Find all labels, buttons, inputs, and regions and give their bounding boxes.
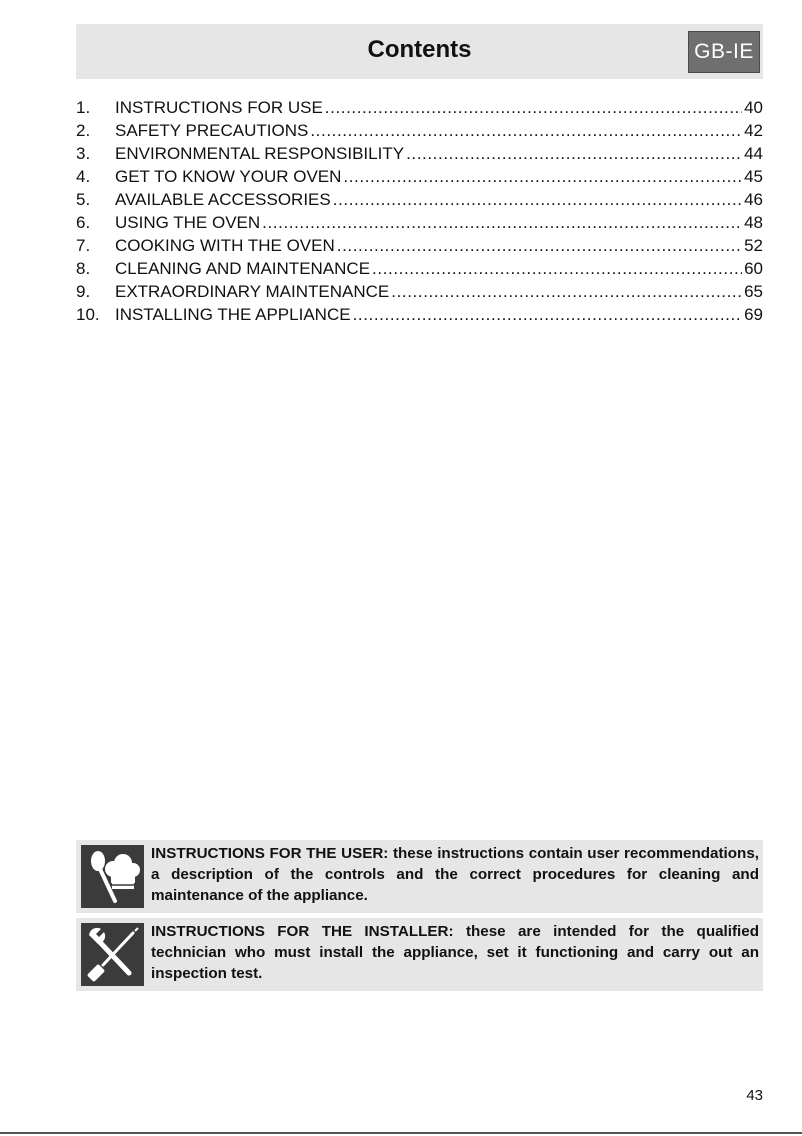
toc-entry-title: SAFETY PRECAUTIONS [115,121,309,140]
toc-entry-title: COOKING WITH THE OVEN [115,236,335,255]
toc-entry-title: CLEANING AND MAINTENANCE [115,259,371,278]
toc-entry-number: 4. [76,167,91,186]
toc-entry-number: 8. [76,259,91,278]
page-title: Contents [367,36,472,63]
toc-entry-number: 5. [76,190,91,209]
toc-entry-number: 7. [76,236,91,255]
page-number: 43 [746,1087,763,1104]
toc-entry-title: ENVIRONMENTAL RESPONSIBILITY [115,144,405,163]
dot-leader [343,165,742,188]
chef-hat-spoon-icon [81,845,144,908]
toc-entry[interactable] [76,280,763,303]
toc-entry-page: 40 [744,98,763,117]
toc-entry[interactable] [76,211,763,234]
toc-entry-page: 46 [744,190,763,209]
contents-header [76,24,763,79]
dot-leader [310,119,742,142]
table-of-contents [76,96,763,326]
toc-entry-number: 1. [76,98,91,117]
dot-leader [262,211,742,234]
toc-entry-page: 65 [744,282,763,301]
toc-entry-page: 52 [744,236,763,255]
toc-entry-title: USING THE OVEN [115,213,261,232]
toc-entry-page: 44 [744,144,763,163]
toc-entry-title: GET TO KNOW YOUR OVEN [115,167,342,186]
toc-entry-number: 3. [76,144,91,163]
toc-entry[interactable] [76,234,763,257]
dot-leader [337,234,742,257]
toc-entry-page: 48 [744,213,763,232]
toc-entry-title: AVAILABLE ACCESSORIES [115,190,331,209]
dot-leader [391,280,742,303]
user-instructions-text: INSTRUCTIONS FOR THE USER: these instructions contain user recommendations, a description of the controls and the correct procedures for cleaning and maintenance of the appliance. [151,845,759,904]
toc-entry-title: EXTRAORDINARY MAINTENANCE [115,282,390,301]
toc-entry[interactable] [76,165,763,188]
dot-leader [325,96,742,119]
language-badge: GB-IE [688,31,760,73]
toc-entry[interactable] [76,96,763,119]
toc-entry-page: 45 [744,167,763,186]
toc-entry[interactable] [76,142,763,165]
installer-instructions-text: INSTRUCTIONS FOR THE INSTALLER: these are intended for the qualified technician who must install the appliance, set it functioning and carry out an inspection test. [151,923,759,982]
toc-entry-page: 42 [744,121,763,140]
dot-leader [372,257,742,280]
toc-entry-number: 10. [76,305,100,324]
dot-leader [333,188,742,211]
wrench-screwdriver-icon [81,923,144,986]
footer-divider [0,1132,802,1134]
toc-entry-title: INSTRUCTIONS FOR USE [115,98,323,117]
installer-instructions-note [76,918,763,991]
toc-entry[interactable] [76,303,763,326]
toc-entry[interactable] [76,257,763,280]
dot-leader [353,303,743,326]
toc-entry-number: 6. [76,213,91,232]
toc-entry[interactable] [76,188,763,211]
toc-entry-page: 60 [744,259,763,278]
user-instructions-note [76,840,763,913]
toc-entry-title: INSTALLING THE APPLIANCE [115,305,351,324]
dot-leader [406,142,742,165]
toc-entry-number: 9. [76,282,91,301]
toc-entry-number: 2. [76,121,91,140]
toc-entry[interactable] [76,119,763,142]
toc-entry-page: 69 [744,305,763,324]
